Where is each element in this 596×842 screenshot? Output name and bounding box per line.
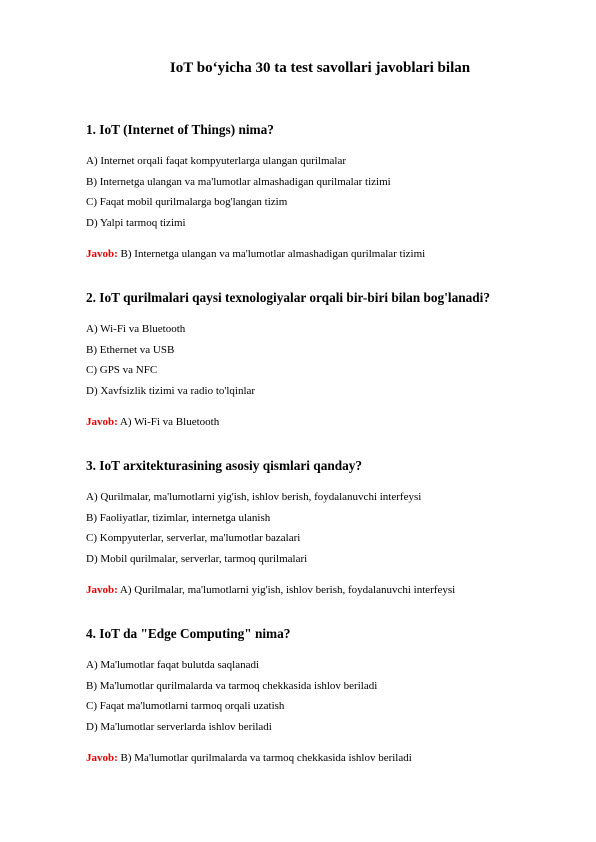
option-list [86, 151, 586, 233]
question-2 [86, 289, 586, 430]
option-list [86, 655, 586, 737]
option-b: B) Ethernet va USB [86, 343, 175, 356]
option-b: B) Internetga ulangan va ma'lumotlar almashadigan qurilmalar tizimi [86, 175, 391, 188]
option-d: D) Xavfsizlik tizimi va radio to'lqinlar [86, 384, 256, 397]
answer-line [86, 246, 586, 262]
option-list [86, 319, 586, 401]
option-d: D) Mobil qurilmalar, serverlar, tarmoq qurilmalari [86, 552, 308, 565]
option-c: C) Kompyuterlar, serverlar, ma'lumotlar bazalari [86, 532, 301, 545]
answer-label: Javob: [86, 416, 118, 429]
option-c: C) Faqat mobil qurilmalarga bog'langan tizim [86, 196, 288, 209]
option-b: B) Ma'lumotlar qurilmalarda va tarmoq chekkasida ishlov beriladi [86, 679, 378, 692]
answer-label: Javob: [86, 752, 118, 765]
question-title: 3. IoT arxitekturasining asosiy qismlari qanday? [86, 458, 363, 473]
option-b: B) Faoliyatlar, tizimlar, internetga ulanish [86, 511, 271, 524]
answer-text: A) Wi-Fi va Bluetooth [117, 416, 220, 429]
question-title: 2. IoT qurilmalari qaysi texnologiyalar orqali bir-biri bilan bog'lanadi? [86, 290, 491, 305]
question-title: 4. IoT da "Edge Computing" nima? [86, 626, 291, 641]
option-d: D) Yalpi tarmoq tizimi [86, 216, 186, 229]
question-1 [86, 121, 586, 262]
option-list [86, 487, 586, 569]
question-4 [86, 625, 586, 766]
answer-text: B) Ma'lumotlar qurilmalarda va tarmoq chekkasida ishlov beriladi [117, 752, 412, 765]
answer-label: Javob: [86, 248, 118, 261]
question-title: 1. IoT (Internet of Things) nima? [86, 122, 274, 137]
document-title: IoT bo‘yicha 30 ta test savollari javoblari bilan [169, 60, 471, 76]
answer-line [86, 414, 586, 430]
option-a: A) Internet orqali faqat kompyuterlarga ulangan qurilmalar [86, 155, 347, 167]
answer-label: Javob: [86, 584, 118, 597]
option-a: A) Wi-Fi va Bluetooth [86, 323, 186, 335]
option-c: C) GPS va NFC [86, 364, 158, 377]
option-a: A) Qurilmalar, ma'lumotlarni yig'ish, ishlov berish, foydalanuvchi interfeysi [86, 491, 422, 503]
option-a: A) Ma'lumotlar faqat bulutda saqlanadi [86, 659, 260, 671]
answer-text: A) Qurilmalar, ma'lumotlarni yig'ish, ishlov berish, foydalanuvchi interfeysi [117, 584, 456, 597]
question-3 [86, 457, 586, 598]
option-d: D) Ma'lumotlar serverlarda ishlov beriladi [86, 720, 272, 733]
answer-text: B) Internetga ulangan va ma'lumotlar almashadigan qurilmalar tizimi [117, 248, 426, 261]
answer-line [86, 582, 586, 598]
answer-line [86, 750, 586, 766]
option-c: C) Faqat ma'lumotlarni tarmoq orqali uzatish [86, 700, 285, 713]
